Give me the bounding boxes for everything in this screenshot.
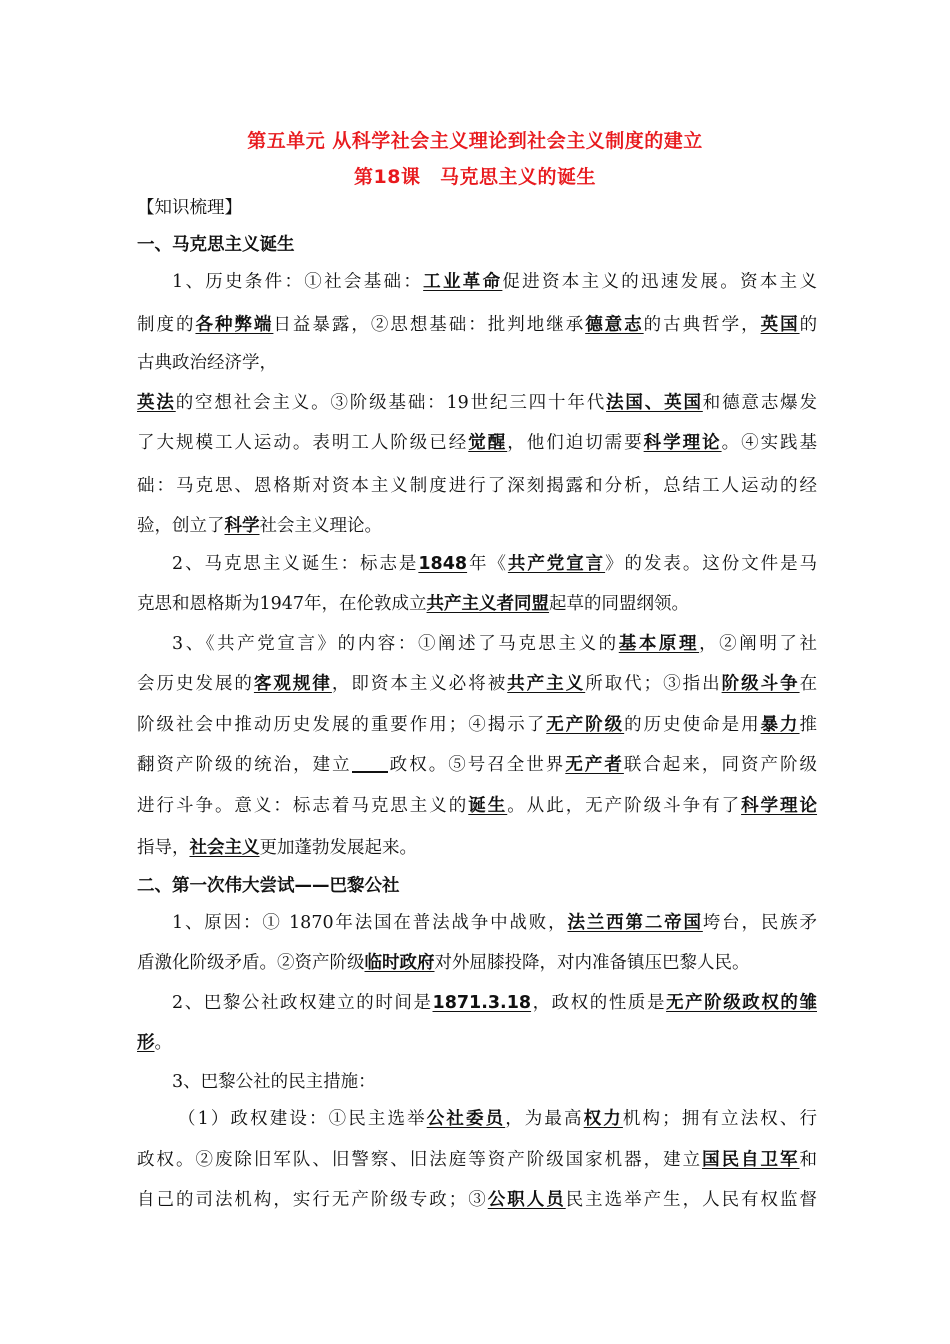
keyword: 英国 <box>760 315 800 335</box>
keyword: 法兰西第二帝国 <box>567 913 703 933</box>
p4-line-1: 1、原因：① 1870年法国在普法战争中战败，法兰西第二帝国垮台，民族矛 <box>172 913 818 933</box>
p5-line-1: 2、巴黎公社政权建立的时间是1871.3.18，政权的性质是无产阶级政权的雏 <box>172 993 817 1013</box>
heading-1: 一、马克思主义诞生 <box>137 235 295 255</box>
p3-line-6: 指导，社会主义更加蓬勃发展起来。 <box>137 838 417 858</box>
p7-line-3: 自己的司法机构，实行无产阶级专政；③公职人员民主选举产生，人民有权监督 <box>137 1190 818 1210</box>
keyword: 科学理论 <box>643 433 722 453</box>
keyword: 暴力 <box>760 715 800 735</box>
keyword: 各种弊端 <box>195 315 274 335</box>
p5-line-2: 形。 <box>137 1033 172 1053</box>
p1-line-7: 验，创立了科学社会主义理论。 <box>137 516 382 536</box>
keyword: 共产主义 <box>507 674 586 694</box>
p3-line-3: 阶级社会中推动历史发展的重要作用；④揭示了无产阶级的历史使命是用暴力推 <box>137 715 818 735</box>
p2-line-2: 克思和恩格斯为1947年，在伦敦成立共产主义者同盟起草的同盟纲领。 <box>137 594 690 614</box>
p1-line-4: 英法的空想社会主义。③阶级基础：19世纪三四十年代法国、英国和德意志爆发 <box>137 393 818 413</box>
unit-title: 第五单元 从科学社会主义理论到社会主义制度的建立 <box>247 130 703 152</box>
p6-line: 3、巴黎公社的民主措施： <box>172 1072 376 1092</box>
keyword: 法国、英国 <box>606 393 703 413</box>
keyword: 无产阶级 <box>546 715 625 735</box>
keyword: 德意志 <box>585 315 644 335</box>
keyword: 国民自卫军 <box>702 1150 800 1170</box>
keyword: 阶级斗争 <box>721 674 800 694</box>
p3-line-1: 3、《共产党宣言》的内容：①阐述了马克思主义的基本原理，②阐明了社 <box>172 634 818 654</box>
keyword: 无产者 <box>565 755 624 775</box>
keyword: 权力 <box>583 1109 623 1129</box>
keyword: 科学 <box>224 516 260 536</box>
p3-line-5: 进行斗争。意义：标志着马克思主义的诞生。从此，无产阶级斗争有了科学理论 <box>137 796 818 816</box>
p1-line-5: 了大规模工人运动。表明工人阶级已经觉醒，他们迫切需要科学理论。④实践基 <box>137 433 818 453</box>
section-label: 【知识梳理】 <box>137 198 242 218</box>
p4-line-2: 盾激化阶级矛盾。②资产阶级临时政府对外屈膝投降，对内准备镇压巴黎人民。 <box>137 953 750 973</box>
p3-line-2: 会历史发展的客观规律，即资本主义必将被共产主义所取代；③指出阶级斗争在 <box>137 674 818 694</box>
keyword: 无产阶级政权的雏 <box>666 993 817 1013</box>
keyword: 共产主义者同盟 <box>426 594 550 614</box>
keyword: 形 <box>137 1033 155 1053</box>
p3-line-4: 翻资产阶级的统治，建立 政权。⑤号召全世界无产者联合起来，同资产阶级 <box>137 755 818 775</box>
keyword: 基本原理 <box>618 634 700 654</box>
keyword: 1848 <box>418 554 468 574</box>
keyword: 公职人员 <box>487 1190 566 1210</box>
p1-line-6: 础：马克思、恩格斯对资本主义制度进行了深刻揭露和分析，总结工人运动的经 <box>137 476 817 496</box>
keyword: 诞生 <box>468 796 508 816</box>
fill-in-blank <box>352 753 388 773</box>
heading-2: 二、第一次伟大尝试——巴黎公社 <box>137 876 400 896</box>
keyword: 科学理论 <box>741 796 818 816</box>
p7-line-2: 政权。②废除旧军队、旧警察、旧法庭等资产阶级国家机器，建立国民自卫军和 <box>137 1150 818 1170</box>
lesson-title: 第18课 马克思主义的诞生 <box>354 166 596 188</box>
p1-line-2: 制度的各种弊端日益暴露，②思想基础：批判地继承德意志的古典哲学，英国的 <box>137 315 818 335</box>
p1-line-1: 1、历史条件：①社会基础：工业革命促进资本主义的迅速发展。资本主义 <box>172 272 817 292</box>
keyword: 英法 <box>137 393 176 413</box>
p1-line-3: 古典政治经济学， <box>137 353 277 373</box>
keyword: 共产党宣言 <box>507 554 606 574</box>
keyword: 工业革命 <box>423 272 503 292</box>
p2-line-1: 2、马克思主义诞生：标志是1848年《共产党宣言》的发表。这份文件是马 <box>172 554 818 574</box>
keyword: 客观规律 <box>253 674 332 694</box>
keyword: 1871.3.18 <box>432 993 532 1013</box>
keyword: 临时政府 <box>364 953 435 973</box>
keyword: 社会主义 <box>189 838 260 858</box>
p7-line-1: （1）政权建设：①民主选举公社委员，为最高权力机构；拥有立法权、行 <box>178 1109 818 1129</box>
keyword: 公社委员 <box>426 1109 506 1129</box>
keyword: 觉醒 <box>468 433 508 453</box>
